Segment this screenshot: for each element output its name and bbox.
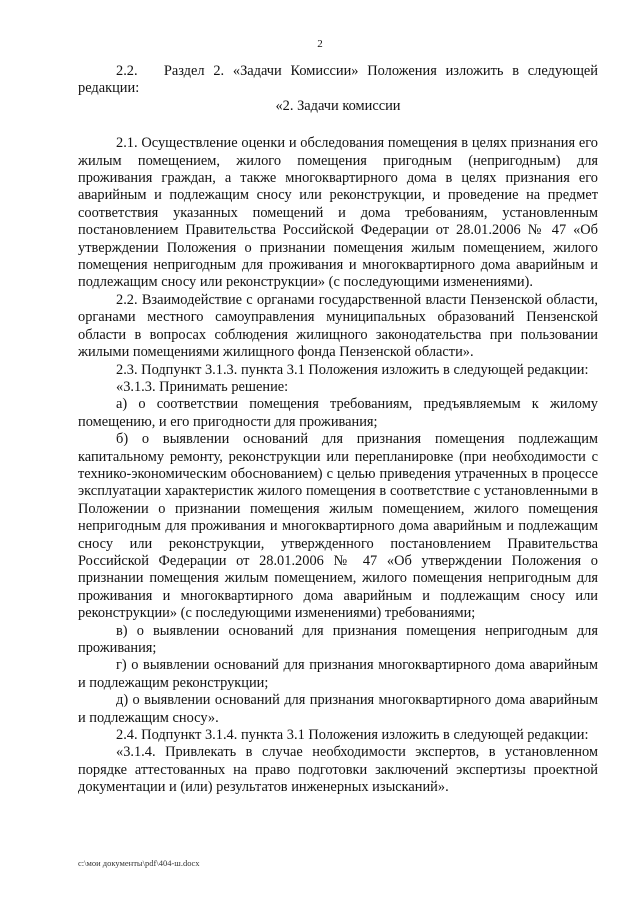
paragraph-item-a: а) о соответствии помещения требованиям, предъявляемым к жилому помещению, и его пригодности для проживания; [78,396,598,430]
paragraph-2-2: 2.2. Взаимодействие с органами государственной власти Пензенской области, органами местного самоуправления муниципальных образований Пензенской области в вопросах соблюдения жилищного законодательства при пользовании жилыми помещениями жилищного фонда Пензенской области». [78,291,598,361]
paragraph-section-2-2-intro: 2.2. Раздел 2. «Задачи Комиссии» Положения изложить в следующей редакции: [78,63,598,97]
paragraph-item-b: б) о выявлении оснований для признания помещения подлежащим капитальному ремонту, реконструкции или перепланировке (при необходимости с технико-экономическим обоснованием) с целью приведения утраченных в процессе эксплуатации характеристик жилого помещения в соответствие с установленными в Положении о признании помещения жилым помещением, жилого помещения непригодным для проживания и многоквартирного дома аварийным и подлежащим сносу или реконструкции, утвержденного постановлением Правительства Российской Федерации от 28.01.2006 № 47 «Об утверждении Положения о признании помещения жилым помещением, жилого помещения непригодным для проживания и многоквартирного дома аварийным и подлежащим сносу или реконструкции» (с последующими изменениями) требованиями; [78,431,598,622]
page-number: 2 [317,38,323,50]
paragraph-item-v: в) о выявлении оснований для признания помещения непригодным для проживания; [78,622,598,656]
paragraph-2-1: 2.1. Осуществление оценки и обследования помещения в целях признания его жилым помещением, жилого помещения пригодным (непригодным) для проживания граждан, а также многоквартирного дома в целях признания его аварийным и подлежащим сносу или реконструкции, и проведение на предмет соответствия указанных помещений и дома требованиям, установленным постановлением Правительства Российской Федерации от 28.01.2006 № 47 «Об утверждении Положения о признании помещения жилым помещением, жилого помещения непригодным для проживания и многоквартирного дома аварийным и подлежащим сносу или реконструкции» (с последующими изменениями). [78,135,598,291]
paragraph-2-4: 2.4. Подпункт 3.1.4. пункта 3.1 Положения изложить в следующей редакции: [116,727,589,744]
document-body [78,63,598,797]
paragraph-2-3: 2.3. Подпункт 3.1.3. пункта 3.1 Положения изложить в следующей редакции: [116,361,589,378]
paragraph-item-d: д) о выявлении оснований для признания многоквартирного дома аварийным и подлежащим сносу». [78,692,598,726]
section-heading: «2. Задачи комиссии [275,97,401,114]
footer-file-path: c:\мои документы\pdf\404-ш.docx [78,858,200,868]
paragraph-3-1-3: «3.1.3. Принимать решение: [116,378,289,395]
paragraph-item-g: г) о выявлении оснований для признания многоквартирного дома аварийным и подлежащим реконструкции; [78,657,598,691]
paragraph-3-1-4: «3.1.4. Привлекать в случае необходимости экспертов, в установленном порядке аттестованных на право подготовки заключений экспертизы проектной документации и (или) результатов инженерных изысканий». [78,744,598,796]
